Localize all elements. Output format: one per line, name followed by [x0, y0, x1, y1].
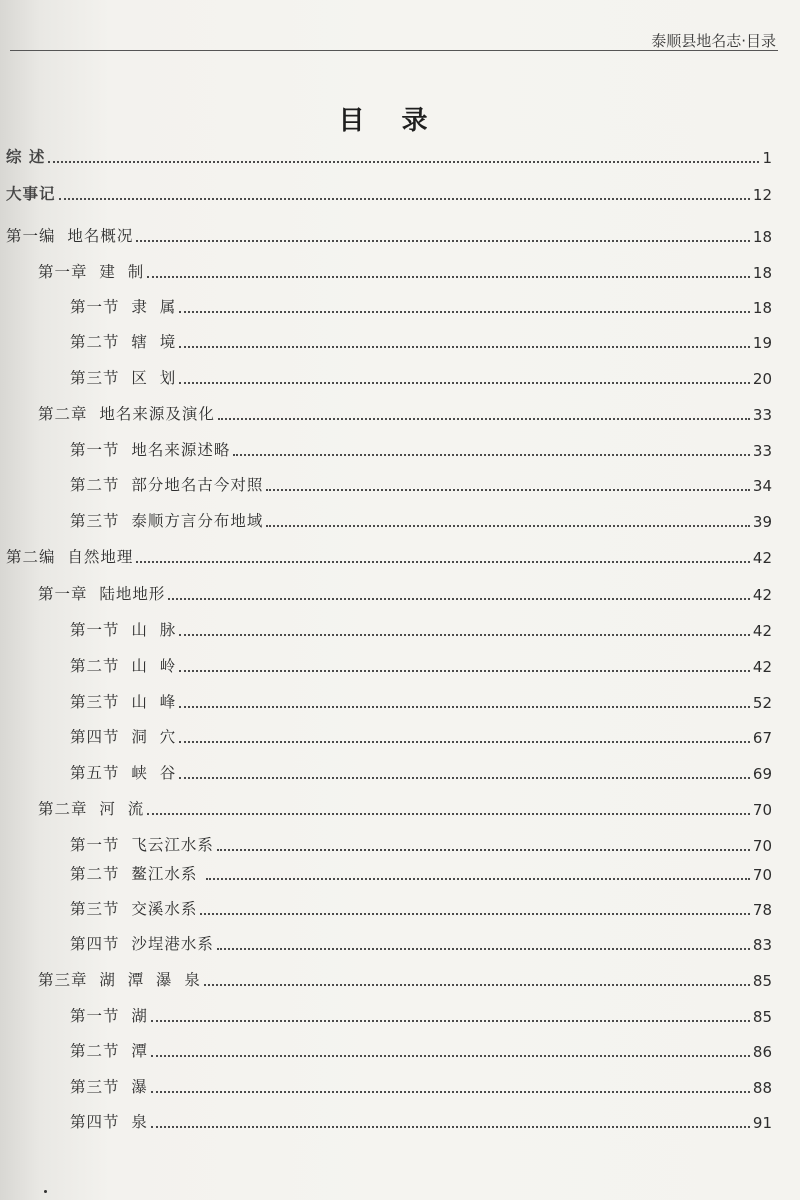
toc-entry-label: 第二节 山 岭 [70, 657, 177, 675]
dot-leader [179, 740, 750, 743]
toc-entry-label: 第二编 自然地理 [6, 548, 134, 566]
dot-leader [179, 310, 750, 313]
toc-entry-page: 91 [752, 1114, 772, 1132]
toc-entry-page: 19 [752, 334, 772, 352]
toc-entry-page: 20 [752, 370, 772, 388]
dot-leader [151, 1054, 750, 1057]
toc-entry-page: 42 [752, 658, 772, 676]
toc-entry-label: 第四节 泉 [70, 1113, 148, 1131]
toc-entry-label: 第三章 湖 潭 瀑 泉 [38, 971, 201, 989]
toc-entry-label: 第一编 地名概况 [6, 227, 134, 245]
toc-entry-label: 第三节 区 划 [70, 369, 177, 387]
toc-entry-page: 88 [752, 1079, 772, 1097]
dot-leader [179, 776, 750, 779]
toc-entry-label: 第三节 交溪水系 [70, 900, 198, 918]
toc-entry[interactable] [70, 507, 772, 531]
toc-entry-label: 综 述 [6, 148, 46, 166]
toc-entry-label: 第一章 陆地地形 [38, 585, 166, 603]
toc-entry[interactable] [70, 471, 772, 495]
toc-entry[interactable] [38, 966, 772, 990]
page-mark [44, 1190, 47, 1193]
toc-entry-label: 第一节 飞云江水系 [70, 836, 214, 854]
toc-entry-page: 18 [752, 228, 772, 246]
toc-entry-label: 第三节 山 峰 [70, 693, 177, 711]
toc-entry[interactable] [70, 895, 772, 919]
dot-leader [179, 633, 750, 636]
toc-entry[interactable] [70, 1108, 772, 1132]
toc-entry[interactable] [70, 688, 772, 712]
toc-entry[interactable] [70, 616, 772, 640]
toc-entry[interactable] [70, 860, 772, 884]
toc-entry[interactable] [6, 180, 772, 204]
toc-entry-page: 34 [752, 477, 772, 495]
dot-leader [151, 1125, 750, 1128]
dot-leader [204, 983, 750, 986]
toc-entry-page: 18 [752, 299, 772, 317]
toc-entry[interactable] [70, 759, 772, 783]
toc-entry-label: 第一节 地名来源述略 [70, 441, 231, 459]
dot-leader [136, 239, 750, 242]
dot-leader [266, 488, 750, 491]
toc-entry[interactable] [38, 400, 772, 424]
toc-entry-page: 70 [752, 801, 772, 819]
dot-leader [233, 453, 750, 456]
toc-entry-page: 52 [752, 694, 772, 712]
toc-entry-page: 83 [752, 936, 772, 954]
toc-entry-page: 33 [752, 442, 772, 460]
dot-leader [179, 705, 750, 708]
toc-entry-page: 70 [752, 837, 772, 855]
toc-entry[interactable] [70, 831, 772, 855]
toc-entry-label: 大事记 [6, 185, 56, 203]
dot-leader [217, 848, 750, 851]
dot-leader [179, 345, 750, 348]
toc-entry-page: 70 [752, 866, 772, 884]
toc-entry-page: 67 [752, 729, 772, 747]
toc-entry-label: 第三节 泰顺方言分布地域 [70, 512, 264, 530]
toc-entry-page: 12 [752, 186, 772, 204]
page-title: 目 录 [338, 106, 442, 136]
toc-entry[interactable] [70, 436, 772, 460]
toc-entry-label: 第一章 建 制 [38, 263, 145, 281]
dot-leader [200, 912, 750, 915]
toc-entry[interactable] [70, 723, 772, 747]
dot-leader [217, 947, 750, 950]
toc-entry-page: 78 [752, 901, 772, 919]
toc-entry-page: 85 [752, 1008, 772, 1026]
dot-leader [179, 381, 750, 384]
toc-entry-page: 69 [752, 765, 772, 783]
toc-entry[interactable] [38, 258, 772, 282]
toc-entry-label: 第四节 洞 穴 [70, 728, 177, 746]
toc-entry-label: 第二节 部分地名古今对照 [70, 476, 264, 494]
toc-entry[interactable] [6, 222, 772, 246]
toc-entry[interactable] [70, 652, 772, 676]
toc-entry-page: 33 [752, 406, 772, 424]
toc-entry[interactable] [70, 930, 772, 954]
toc-entry[interactable] [70, 328, 772, 352]
toc-entry-label: 第五节 峡 谷 [70, 764, 177, 782]
toc-entry-label: 第二章 地名来源及演化 [38, 405, 215, 423]
dot-leader [266, 524, 750, 527]
toc-entry-page: 42 [752, 586, 772, 604]
header-rule [10, 50, 778, 51]
toc-entry-label: 第二节 辖 境 [70, 333, 177, 351]
toc-entry[interactable] [38, 580, 772, 604]
dot-leader [151, 1090, 750, 1093]
toc-entry-label: 第二节 鳌江水系 [70, 865, 204, 883]
dot-leader [59, 197, 750, 200]
toc-entry[interactable] [38, 795, 772, 819]
toc-entry-page: 18 [752, 264, 772, 282]
toc-entry-page: 1 [762, 149, 772, 167]
toc-entry-page: 42 [752, 549, 772, 567]
dot-leader [179, 669, 750, 672]
toc-entry[interactable] [6, 143, 772, 167]
toc-entry[interactable] [70, 364, 772, 388]
dot-leader [206, 877, 750, 880]
running-header: 泰顺县地名志·目录 [651, 32, 776, 50]
toc-entry[interactable] [70, 1037, 772, 1061]
toc-entry-label: 第一节 湖 [70, 1007, 148, 1025]
dot-leader [168, 597, 750, 600]
dot-leader [218, 417, 750, 420]
toc-entry[interactable] [6, 543, 772, 567]
dot-leader [48, 160, 759, 163]
toc-entry-label: 第二节 潭 [70, 1042, 148, 1060]
toc-entry[interactable] [70, 293, 772, 317]
toc-entry-page: 42 [752, 622, 772, 640]
toc-entry-page: 85 [752, 972, 772, 990]
dot-leader [151, 1019, 750, 1022]
toc-entry-label: 第四节 沙埕港水系 [70, 935, 214, 953]
toc-entry[interactable] [70, 1002, 772, 1026]
toc-entry[interactable] [70, 1073, 772, 1097]
dot-leader [136, 560, 750, 563]
toc-entry-page: 86 [752, 1043, 772, 1061]
toc-entry-label: 第一节 隶 属 [70, 298, 177, 316]
dot-leader [147, 275, 750, 278]
dot-leader [147, 812, 750, 815]
toc-entry-label: 第二章 河 流 [38, 800, 145, 818]
toc-entry-label: 第一节 山 脉 [70, 621, 177, 639]
toc-entry-label: 第三节 瀑 [70, 1078, 148, 1096]
toc-entry-page: 39 [752, 513, 772, 531]
